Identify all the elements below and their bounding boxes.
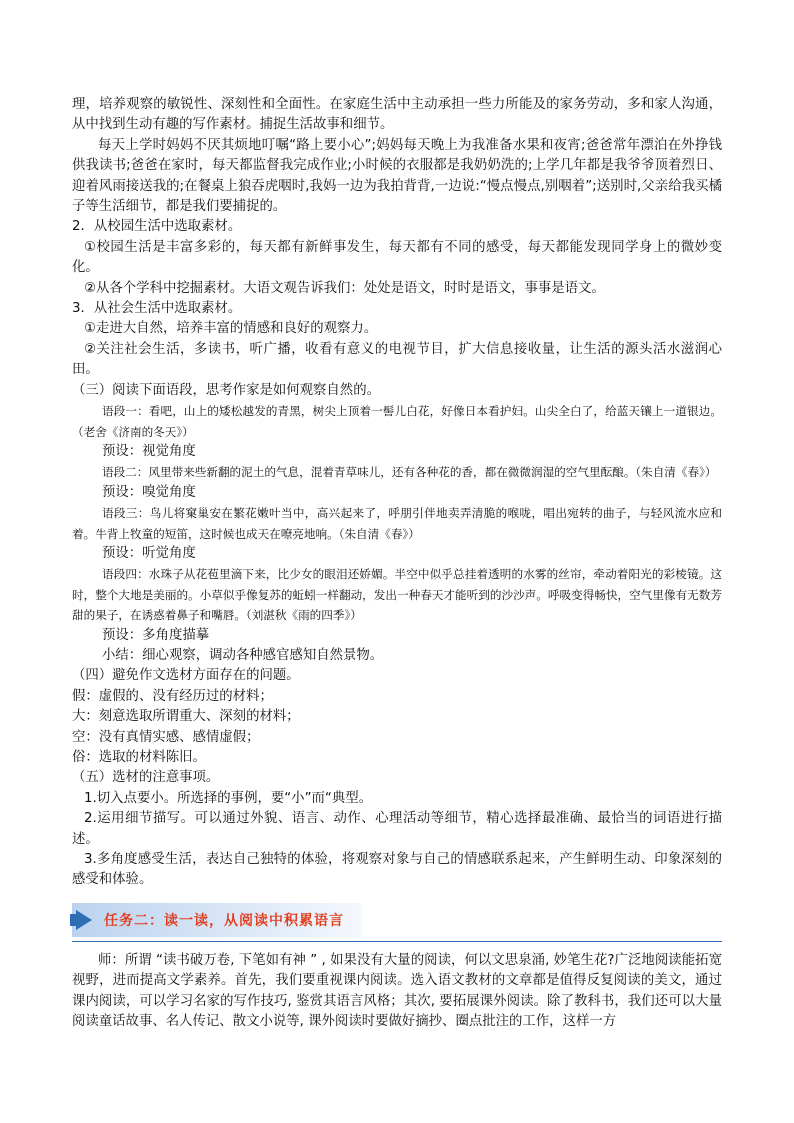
paragraph-social-1: ①走进大自然，培养丰富的情感和良好的观察力。: [84, 321, 378, 337]
task-divider: [72, 941, 722, 942]
summary: 小结：细心观察，调动各种感官感知自然景物。: [102, 647, 384, 663]
quote-passage-1: 语段一：看吧，山上的矮松越发的青黑，树尖上顶着一髻儿白花，好像日本看护妇。山尖全白了，给蓝天镶上一道银边。（老舍《济南的冬天》）: [72, 404, 722, 439]
arrow-right-icon: [76, 910, 92, 930]
quote-passage-2: 语段二：风里带来些新翻的泥土的气息，混着青草味儿，还有各种花的香，都在微微润湿的空气里酝酿。（朱自清《春》）: [102, 465, 717, 480]
problem-fake: 假：虚假的、没有经历过的材料；: [72, 688, 273, 704]
paragraph-family-life: 理，培养观察的敏锐性、深刻性和全面性。在家庭生活中主动承担一些力所能及的家务劳动，多和家人沟通，从中找到生动有趣的写作素材。捕捉生活故事和细节。: [72, 97, 722, 133]
task-banner: [72, 903, 722, 939]
paragraph-social-2: ②关注社会生活，多读书，听广播，收看有意义的电视节目，扩大信息接收量，让生活的源头活水滋润心田。: [72, 341, 722, 378]
preset-hearing: 预设：听觉角度: [102, 545, 196, 561]
paragraph-family-details: 每天上学时妈妈不厌其烦地叮嘱“路上要小心”;妈妈每天晚上为我准备水果和夜宵;爸爸常年漂泊在外挣钱供我读书;爸爸在家时，每天都监督我完成作业;小时候的衣服都是我奶奶洗的;上学几年都是我爷爷顶着烈日、迎着风雨接送我的;在餐桌上狼吞虎咽时,我妈一边为我拍背背,一边说:“慢点慢点,别咽着”;送别时,父亲给我买橘子等生活细节，都是我们要捕捉的。: [72, 137, 722, 215]
preset-visual: 预设：视觉角度: [102, 443, 196, 459]
paragraph-school-2: ②从各个学科中挖掘素材。大语文观告诉我们：处处是语文，时时是语文，事事是语文。: [84, 280, 605, 296]
task-title: 任务二：读一读，从阅读中积累语言: [104, 912, 344, 929]
heading-social-life: 3．从社会生活中选取素材。: [72, 301, 242, 317]
heading-notes: （五）选材的注意事项。: [72, 770, 220, 786]
problem-empty: 空：没有真情实感、感情虚假；: [72, 729, 260, 745]
problem-big: 大：刻意选取所谓重大、深刻的材料；: [72, 709, 300, 725]
note-2: 2.运用细节描写。可以通过外貌、语言、动作、心理活动等细节，精心选择最准确、最恰当的词语进行描述。: [72, 811, 722, 847]
heading-school-life: 2．从校园生活中选取素材。: [72, 219, 242, 235]
paragraph-teacher: 师：所谓 “读书破万卷, 下笔如有神 ” , 如果没有大量的阅读，何以文思泉涌, 妙笔生花?广泛地阅读能拓宽视野，进而提高文学素养。首先，我们要重视课内阅读。选入语文教材的文章都是值得反复阅读的美文，通过课内阅读，可以学习名家的写作技巧, 鉴赏其语言风格；其次, 要拓展课外阅读。除了教科书，我们还可以大量阅读童话故事、名人传记、散文小说等, 课外阅读时要做好摘抄、圈点批注的工作，这样一方: [72, 952, 722, 1030]
quote-passage-4: 语段四：水珠子从花苞里滴下来，比少女的眼泪还娇媚。半空中似乎总挂着透明的水雾的丝帘，牵动着阳光的彩棱镜。这时，整个大地是美丽的。小草似乎像复苏的蚯蚓一样翻动，发出一种春天才能听到的沙沙声。呼吸变得畅快，空气里像有无数芳甜的果子，在诱惑着鼻子和嘴唇。（刘湛秋《雨的四季》）: [72, 567, 722, 623]
heading-read-passages: （三）阅读下面语段，思考作家是如何观察自然的。: [72, 382, 380, 398]
document-page: [72, 95, 722, 1032]
preset-multi-angle: 预设：多角度描摹: [102, 627, 210, 643]
note-3: 3.多角度感受生活，表达自己独特的体验，将观察对象与自己的情感联系起来，产生鲜明生动、印象深刻的感受和体验。: [72, 852, 722, 888]
note-1: 1.切入点要小。所选择的事例，要“小”而“典型。: [84, 790, 373, 806]
problem-common: 俗：选取的材料陈旧。: [72, 750, 206, 765]
quote-passage-3: 语段三：鸟儿将窠巢安在繁花嫩叶当中，高兴起来了，呼朋引伴地卖弄清脆的喉咙，唱出宛转的曲子，与轻风流水应和着。牛背上牧童的短笛，这时候也成天在嘹亮地响。（朱自清《春》）: [72, 506, 722, 541]
paragraph-school-1: ①校园生活是丰富多彩的，每天都有新鲜事发生，每天都有不同的感受，每天都能发现同学身上的微妙变化。: [72, 239, 722, 276]
heading-avoid-problems: （四）避免作文选材方面存在的问题。: [72, 668, 300, 684]
preset-smell: 预设：嗅觉角度: [102, 484, 196, 500]
